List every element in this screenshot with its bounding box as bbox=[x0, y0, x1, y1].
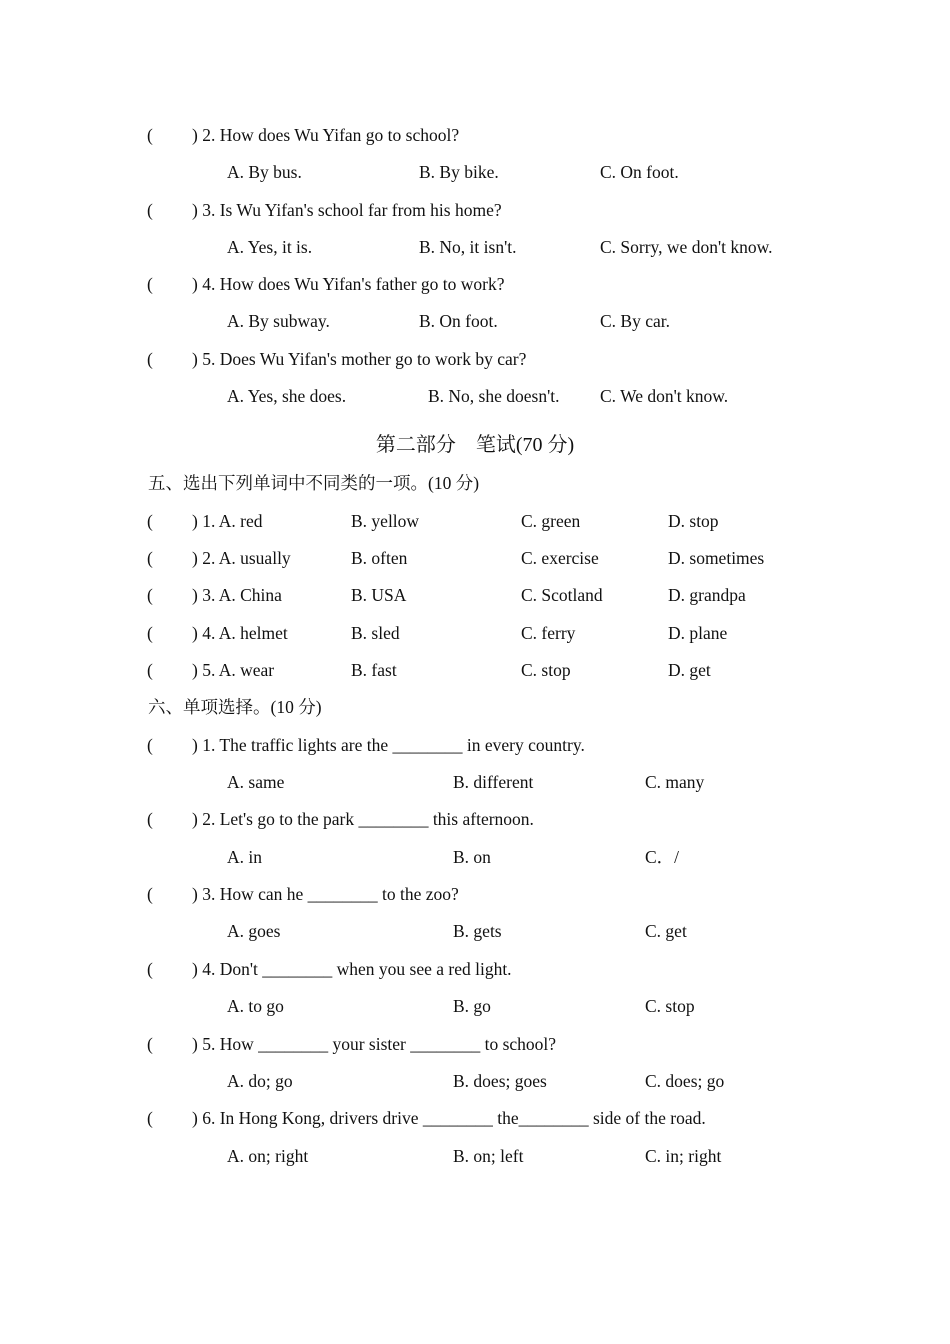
option-b: B. often bbox=[351, 548, 408, 568]
option-c: C. does; go bbox=[645, 1071, 725, 1091]
answer-paren: ( bbox=[147, 585, 153, 605]
question-text: ) 5. How ________ your sister ________ to school? bbox=[192, 1034, 557, 1054]
answer-paren: ( bbox=[147, 809, 153, 829]
option-a: A. to go bbox=[227, 996, 284, 1016]
option-a: ) 1. A. red bbox=[192, 511, 263, 531]
option-b: B. different bbox=[453, 772, 534, 792]
answer-paren: ( bbox=[147, 623, 153, 643]
option-b: B. does; goes bbox=[453, 1071, 547, 1091]
option-b: B. On foot. bbox=[419, 311, 498, 331]
option-c: C. Scotland bbox=[521, 585, 603, 605]
option-b: B. sled bbox=[351, 623, 400, 643]
answer-paren: ( bbox=[147, 548, 153, 568]
option-a: A. By bus. bbox=[227, 162, 302, 182]
option-a: A. goes bbox=[227, 921, 281, 941]
question-text: ) 4. Don't ________ when you see a red light. bbox=[192, 959, 512, 979]
question-text: ) 2. Let's go to the park ________ this afternoon. bbox=[192, 809, 534, 829]
option-c: C. ferry bbox=[521, 623, 576, 643]
option-a: A. Yes, she does. bbox=[227, 386, 347, 406]
option-b: B. on; left bbox=[453, 1146, 524, 1166]
option-c: C. On foot. bbox=[600, 162, 679, 182]
option-a: A. Yes, it is. bbox=[227, 237, 313, 257]
question-text: ) 1. The traffic lights are the ________ in every country. bbox=[192, 735, 585, 755]
question-text: ) 6. In Hong Kong, drivers drive ________ the________ side of the road. bbox=[192, 1108, 706, 1128]
question-text: ) 2. How does Wu Yifan go to school? bbox=[192, 125, 460, 145]
answer-paren: ( bbox=[147, 349, 153, 369]
section5-title: 五、选出下列单词中不同类的一项。(10 分) bbox=[148, 473, 480, 493]
option-a: A. By subway. bbox=[227, 311, 330, 331]
option-b: B. By bike. bbox=[419, 162, 499, 182]
option-b: B. USA bbox=[351, 585, 407, 605]
option-c: C. in; right bbox=[645, 1146, 722, 1166]
option-c: C. We don't know. bbox=[600, 386, 729, 406]
option-a: A. same bbox=[227, 772, 285, 792]
answer-paren: ( bbox=[147, 274, 153, 294]
answer-paren: ( bbox=[147, 735, 153, 755]
option-b: B. gets bbox=[453, 921, 502, 941]
option-b: B. yellow bbox=[351, 511, 420, 531]
question-text: ) 4. How does Wu Yifan's father go to work? bbox=[192, 274, 505, 294]
option-a: ) 4. A. helmet bbox=[192, 623, 288, 643]
question-text: ) 3. Is Wu Yifan's school far from his home? bbox=[192, 200, 502, 220]
option-d: D. stop bbox=[668, 511, 719, 531]
section6-title: 六、单项选择。(10 分) bbox=[148, 697, 322, 717]
option-c: C. stop bbox=[521, 660, 571, 680]
option-c: C. get bbox=[645, 921, 687, 941]
option-b: B. No, she doesn't. bbox=[428, 386, 560, 406]
option-d: D. plane bbox=[668, 623, 728, 643]
answer-paren: ( bbox=[147, 660, 153, 680]
option-d: D. get bbox=[668, 660, 711, 680]
answer-paren: ( bbox=[147, 125, 153, 145]
option-a: ) 2. A. usually bbox=[192, 548, 291, 568]
option-a: A. do; go bbox=[227, 1071, 293, 1091]
question-text: ) 5. Does Wu Yifan's mother go to work by car? bbox=[192, 349, 527, 369]
option-c: C. exercise bbox=[521, 548, 599, 568]
part-title: 第二部分 笔试(70 分) bbox=[375, 434, 575, 456]
option-d: D. grandpa bbox=[668, 585, 746, 605]
answer-paren: ( bbox=[147, 200, 153, 220]
answer-paren: ( bbox=[147, 511, 153, 531]
answer-paren: ( bbox=[147, 1108, 153, 1128]
option-a: A. on; right bbox=[227, 1146, 309, 1166]
option-c: C. stop bbox=[645, 996, 695, 1016]
option-c: C．/ bbox=[645, 847, 680, 867]
option-a: A. in bbox=[227, 847, 262, 867]
option-b: B. fast bbox=[351, 660, 397, 680]
option-b: B. No, it isn't. bbox=[419, 237, 517, 257]
option-c: C. many bbox=[645, 772, 705, 792]
option-c: C. green bbox=[521, 511, 581, 531]
answer-paren: ( bbox=[147, 1034, 153, 1054]
question-text: ) 3. How can he ________ to the zoo? bbox=[192, 884, 459, 904]
option-a: ) 3. A. China bbox=[192, 585, 282, 605]
option-c: C. Sorry, we don't know. bbox=[600, 237, 773, 257]
option-d: D. sometimes bbox=[668, 548, 765, 568]
answer-paren: ( bbox=[147, 884, 153, 904]
option-a: ) 5. A. wear bbox=[192, 660, 275, 680]
option-c: C. By car. bbox=[600, 311, 670, 331]
option-b: B. on bbox=[453, 847, 491, 867]
option-b: B. go bbox=[453, 996, 491, 1016]
answer-paren: ( bbox=[147, 959, 153, 979]
